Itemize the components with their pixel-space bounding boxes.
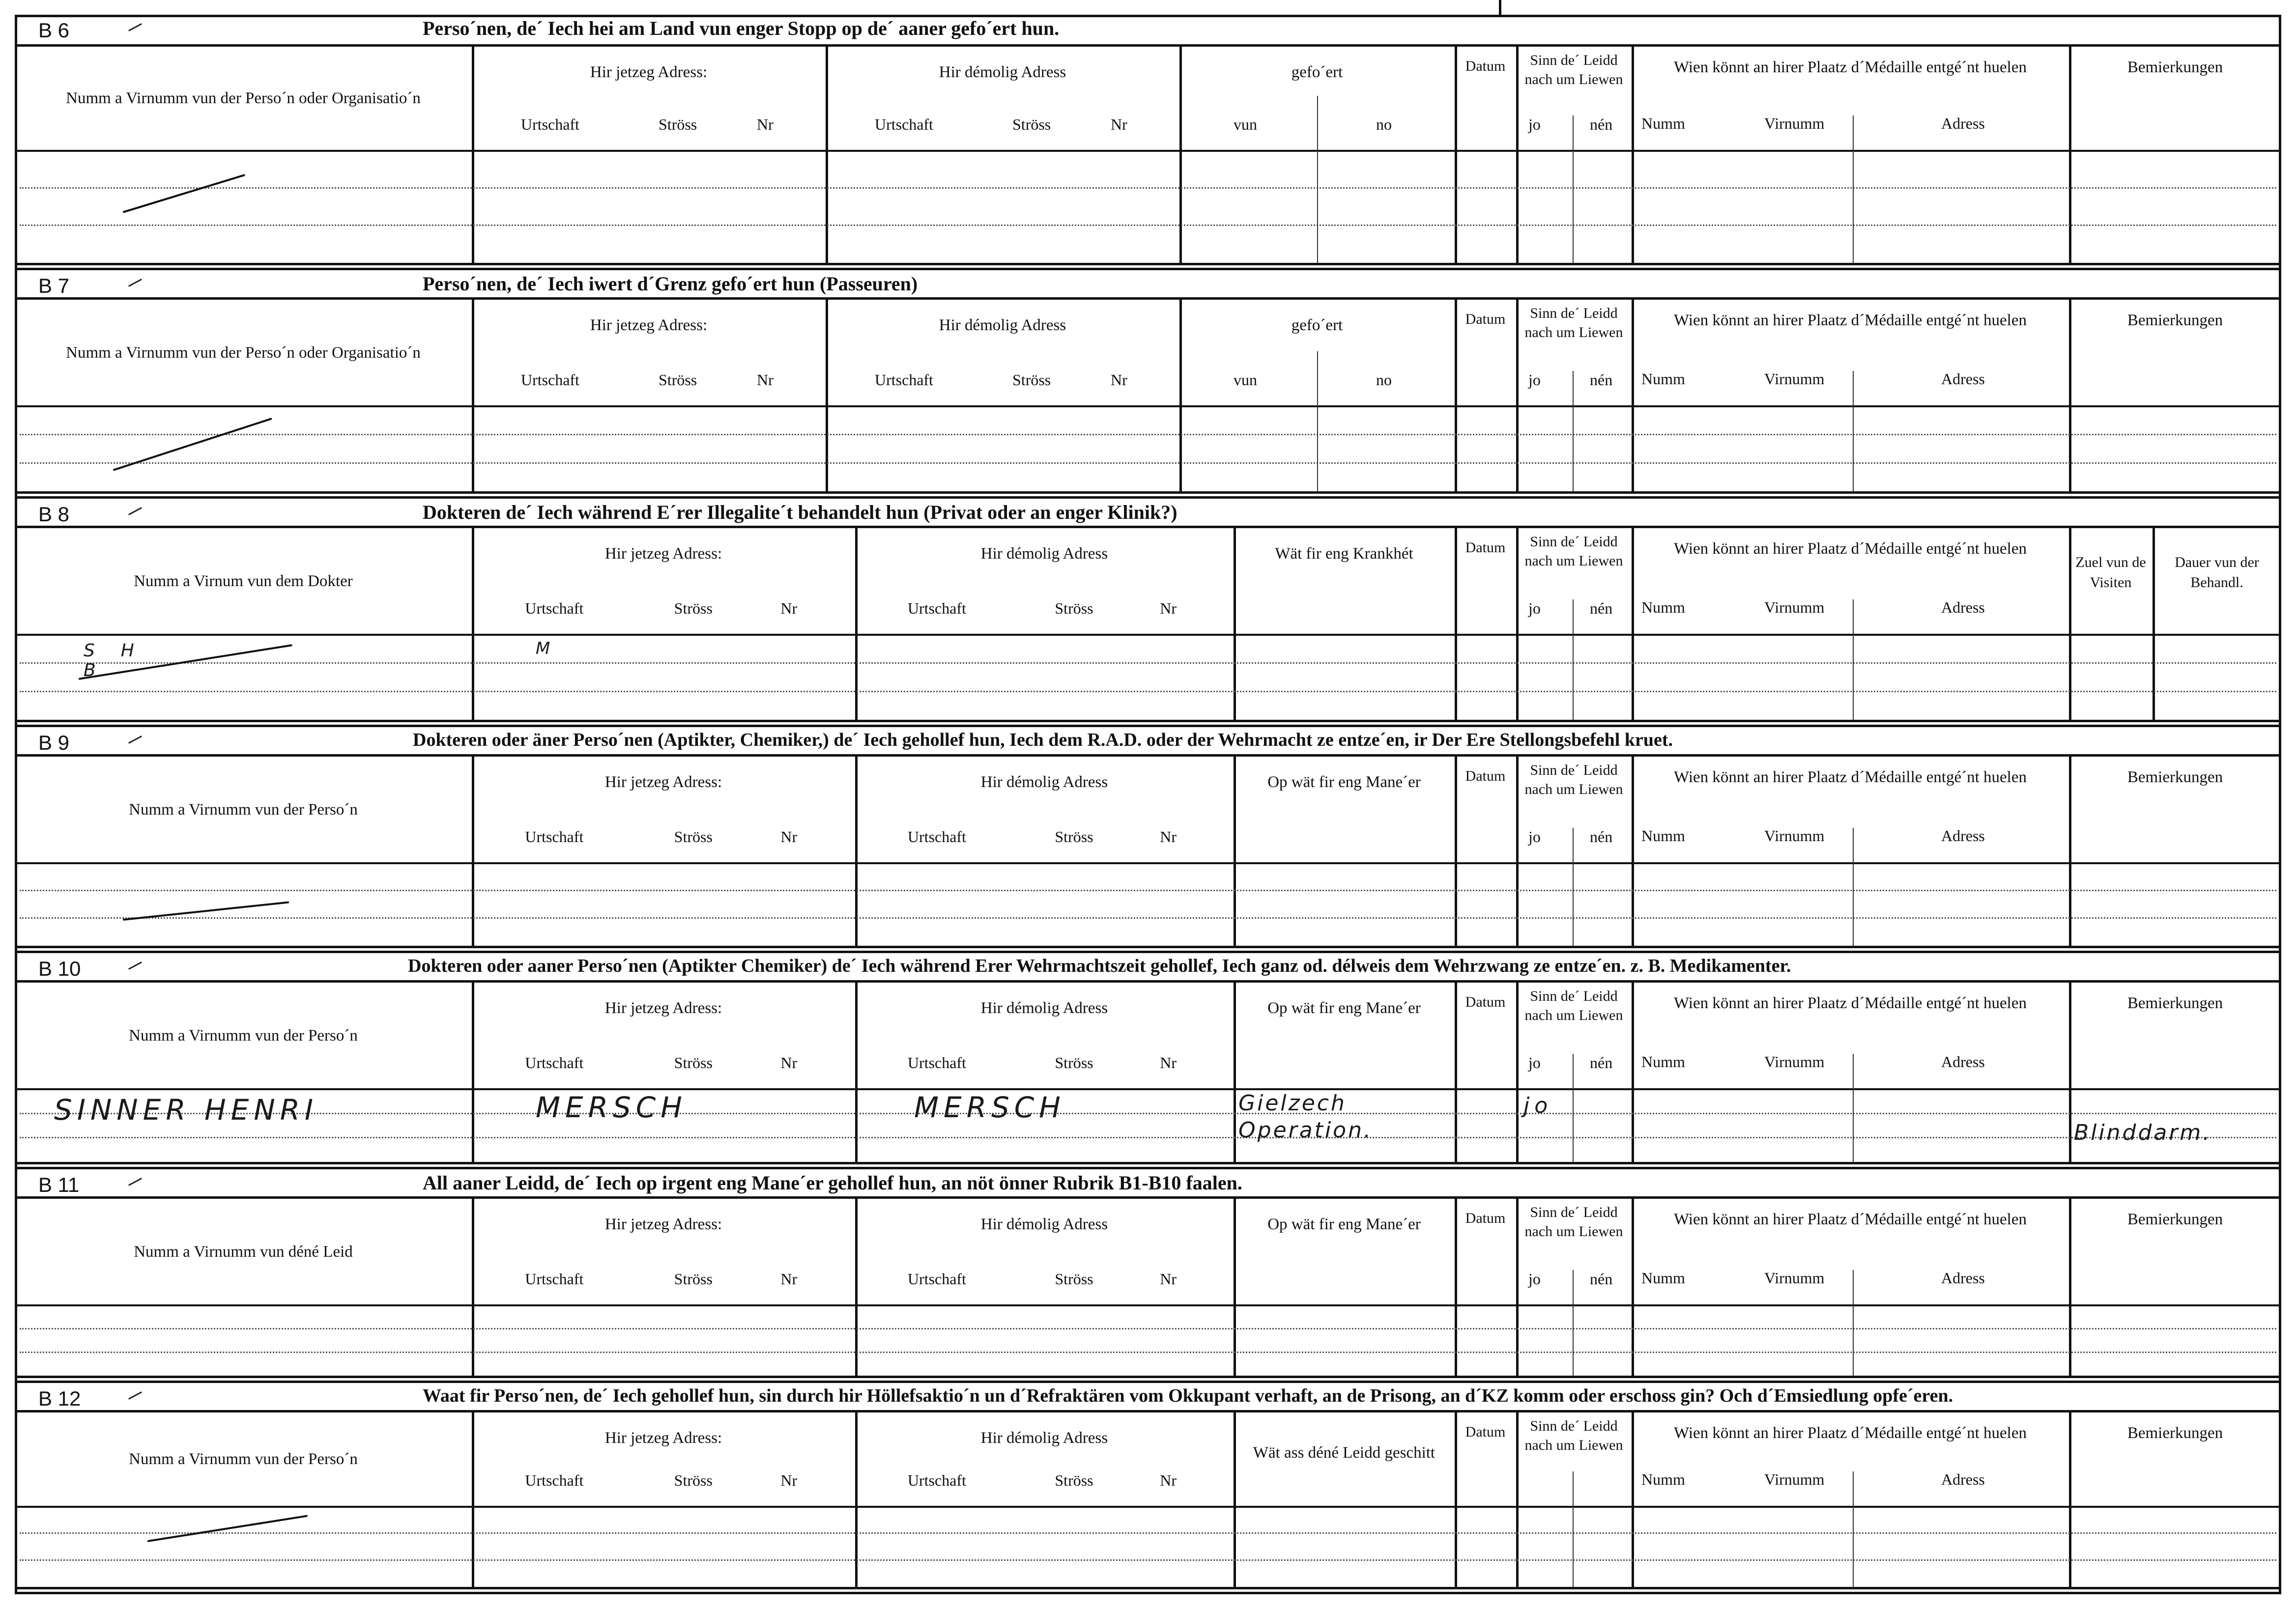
alive-column-header: Sinn de´ Leidd nach um Liewen bbox=[1524, 1204, 1623, 1240]
medal-sub-adress: Adress bbox=[1941, 1470, 1985, 1488]
section-title: Waat fir Perso´nen, de´ Iech gehollef hun, sin durch hir Höllefsaktio´n un d´Refraktären vom Okkupant verhaft, an de Prisong, an d´KZ komm oder erschoss gin? Och d´Emsiedlung opfe´eren. bbox=[423, 1385, 1953, 1406]
section-code: B 10 bbox=[38, 957, 81, 980]
remarks-column-header: Bemierkungen bbox=[2127, 1424, 2223, 1442]
address-sub-2: Nr bbox=[757, 371, 774, 389]
former-sub-1: Ströss bbox=[1012, 371, 1051, 389]
former-sub-0: Urtschaft bbox=[907, 599, 966, 617]
former-sub-0: Urtschaft bbox=[907, 828, 966, 846]
section-code: B 11 bbox=[38, 1173, 80, 1196]
handwritten-alive: jo bbox=[1523, 1093, 1553, 1118]
tick-mark bbox=[128, 1391, 142, 1400]
medal-column-header: Wien könnt an hirer Plaatz d´Médaille entgé´nt huelen bbox=[1674, 994, 2027, 1012]
former-address-header: Hir démolig Adress bbox=[939, 63, 1066, 81]
border-bottom bbox=[15, 1592, 2281, 1594]
header-separator bbox=[15, 150, 2281, 152]
handwritten-manner-1: Gielzech bbox=[1238, 1091, 1347, 1116]
former-sub-2: Nr bbox=[1160, 828, 1177, 846]
dotted-line bbox=[20, 691, 2276, 692]
medal-sub-adress: Adress bbox=[1941, 114, 1985, 132]
former-sub-1: Ströss bbox=[1055, 1270, 1093, 1288]
section-header-3 bbox=[15, 725, 2281, 757]
current-address-header: Hir jetzeg Adress: bbox=[604, 545, 722, 563]
alive-yes: jo bbox=[1528, 828, 1541, 846]
handwritten-current-address: MERSCH bbox=[536, 1091, 687, 1124]
medal-sub-virnumm: Virnumm bbox=[1764, 1053, 1825, 1071]
former-sub-2: Nr bbox=[1160, 1471, 1177, 1489]
alive-no: nén bbox=[1590, 1054, 1613, 1072]
address-sub-0: Urtschaft bbox=[525, 1270, 584, 1288]
alive-divider bbox=[1573, 115, 1574, 263]
former-sub-2: Nr bbox=[1160, 1054, 1177, 1072]
former-sub-1: Ströss bbox=[1055, 1054, 1093, 1072]
section-table-6 bbox=[15, 1410, 2281, 1589]
to-sub: no bbox=[1376, 115, 1392, 133]
handwritten-former-address: MERSCH bbox=[914, 1091, 1065, 1124]
alive-column-header: Sinn de´ Leidd nach um Liewen bbox=[1524, 762, 1623, 797]
extra-column-header: gefo´ert bbox=[1291, 316, 1343, 334]
from-to-divider bbox=[1317, 96, 1318, 263]
medal-sub-virnumm: Virnumm bbox=[1764, 1269, 1825, 1287]
medal-divider bbox=[1853, 1054, 1854, 1162]
extra-column-header: Wät ass déné Leidd geschitt bbox=[1253, 1444, 1435, 1462]
tick-mark bbox=[128, 23, 142, 31]
section-code: B 9 bbox=[38, 731, 70, 754]
former-sub-0: Urtschaft bbox=[875, 115, 934, 133]
page-tick bbox=[1499, 0, 1501, 15]
former-address-header: Hir démolig Adress bbox=[939, 316, 1066, 334]
section-table-3 bbox=[15, 754, 2281, 948]
section-header-4 bbox=[15, 951, 2281, 983]
tick-mark bbox=[128, 961, 142, 970]
name-column-header: Numm a Virnumm vun der Perso´n bbox=[129, 1026, 358, 1044]
address-sub-1: Ströss bbox=[659, 371, 697, 389]
former-address-header: Hir démolig Adress bbox=[980, 1429, 1108, 1447]
tick-mark bbox=[128, 1178, 142, 1186]
address-sub-2: Nr bbox=[757, 115, 774, 133]
current-address-header: Hir jetzeg Adress: bbox=[604, 1215, 722, 1233]
former-sub-0: Urtschaft bbox=[907, 1471, 966, 1489]
medal-column-header: Wien könnt an hirer Plaatz d´Médaille entgé´nt huelen bbox=[1674, 58, 2027, 76]
medal-sub-numm: Numm bbox=[1641, 1470, 1685, 1488]
medal-divider bbox=[1853, 1471, 1854, 1587]
strike-line bbox=[147, 1515, 308, 1542]
alive-no: nén bbox=[1590, 1270, 1613, 1288]
alive-yes: jo bbox=[1528, 1054, 1541, 1072]
extra-column-header: Op wät fir eng Mane´er bbox=[1267, 1215, 1421, 1233]
current-address-header: Hir jetzeg Adress: bbox=[604, 773, 722, 791]
section-header-1 bbox=[15, 268, 2281, 300]
address-sub-0: Urtschaft bbox=[525, 1054, 584, 1072]
medal-sub-numm: Numm bbox=[1641, 1269, 1685, 1287]
section-table-4 bbox=[15, 980, 2281, 1164]
medal-sub-adress: Adress bbox=[1941, 598, 1985, 616]
name-column-header: Numm a Virnumm vun der Perso´n oder Organisatio´n bbox=[66, 343, 421, 362]
date-column-header: Datum bbox=[1465, 311, 1506, 327]
dotted-line bbox=[20, 1328, 2276, 1329]
dotted-line bbox=[20, 662, 2276, 664]
remarks-column-header: Bemierkungen bbox=[2127, 768, 2223, 786]
extra-column-header: gefo´ert bbox=[1291, 63, 1343, 81]
alive-no: nén bbox=[1590, 115, 1613, 133]
name-column-header: Numm a Virnumm vun der Perso´n oder Organisatio´n bbox=[66, 89, 421, 107]
handwritten-name: SINNER HENRI bbox=[54, 1093, 318, 1127]
address-sub-1: Ströss bbox=[674, 1270, 713, 1288]
medal-sub-numm: Numm bbox=[1641, 598, 1685, 616]
header-separator bbox=[15, 1304, 2281, 1306]
address-sub-1: Ströss bbox=[674, 1471, 713, 1489]
header-separator bbox=[15, 405, 2281, 407]
former-sub-0: Urtschaft bbox=[875, 371, 934, 389]
section-code: B 8 bbox=[38, 503, 70, 526]
alive-column-header: Sinn de´ Leidd nach um Liewen bbox=[1524, 988, 1623, 1023]
section-header-0 bbox=[15, 15, 2281, 44]
alive-column-header: Sinn de´ Leidd nach um Liewen bbox=[1524, 1418, 1623, 1453]
handwritten-address: M bbox=[536, 639, 555, 658]
former-address-header: Hir démolig Adress bbox=[980, 545, 1108, 563]
tick-mark bbox=[128, 507, 142, 515]
alive-divider bbox=[1573, 828, 1574, 946]
section-table-1 bbox=[15, 297, 2281, 494]
medal-sub-virnumm: Virnumm bbox=[1764, 1470, 1825, 1488]
date-column-header: Datum bbox=[1465, 768, 1506, 784]
date-column-header: Datum bbox=[1465, 539, 1506, 556]
former-sub-1: Ströss bbox=[1055, 599, 1093, 617]
address-sub-2: Nr bbox=[780, 1054, 798, 1072]
alive-column-header: Sinn de´ Leidd nach um Liewen bbox=[1524, 534, 1623, 569]
address-sub-2: Nr bbox=[780, 599, 798, 617]
alive-divider bbox=[1573, 1270, 1574, 1376]
remarks-column-header: Bemierkungen bbox=[2127, 58, 2223, 76]
from-sub: vun bbox=[1234, 115, 1257, 133]
dotted-line bbox=[20, 434, 2276, 435]
alive-divider bbox=[1573, 1471, 1574, 1587]
column-divider bbox=[1632, 47, 1634, 263]
extra-column-header: Op wät fir eng Mane´er bbox=[1267, 773, 1421, 791]
medal-sub-virnumm: Virnumm bbox=[1764, 370, 1825, 388]
section-code: B 12 bbox=[38, 1387, 81, 1410]
section-title: Dokteren oder aaner Perso´nen (Aptikter Chemiker) de´ Iech während Erer Wehrmachtszeit gehollef, Iech ganz od. délweis dem Wehrzwang ze entze´en. z. B. Medikamenter. bbox=[408, 956, 1791, 976]
former-sub-2: Nr bbox=[1111, 115, 1127, 133]
section-title: Dokteren de´ Iech während E´rer Illegalite´t behandelt hun (Privat oder an enger Klinik?) bbox=[423, 501, 1177, 523]
date-column-header: Datum bbox=[1465, 994, 1506, 1010]
alive-yes: jo bbox=[1528, 599, 1541, 617]
header-separator bbox=[15, 862, 2281, 864]
remarks-column-header: Bemierkungen bbox=[2127, 994, 2223, 1012]
medal-sub-virnumm: Virnumm bbox=[1764, 114, 1825, 132]
dotted-line bbox=[20, 1352, 2276, 1353]
former-sub-0: Urtschaft bbox=[907, 1270, 966, 1288]
medal-sub-numm: Numm bbox=[1641, 114, 1685, 132]
medal-sub-numm: Numm bbox=[1641, 827, 1685, 845]
former-address-header: Hir démolig Adress bbox=[980, 999, 1108, 1017]
former-sub-2: Nr bbox=[1160, 1270, 1177, 1288]
former-sub-2: Nr bbox=[1160, 599, 1177, 617]
medal-sub-numm: Numm bbox=[1641, 1053, 1685, 1071]
dotted-line bbox=[20, 187, 2276, 189]
remarks-column-header: Bemierkungen bbox=[2127, 311, 2223, 329]
name-column-header: Numm a Virnum vun dem Dokter bbox=[134, 572, 353, 590]
medal-sub-adress: Adress bbox=[1941, 370, 1985, 388]
address-sub-1: Ströss bbox=[674, 599, 713, 617]
dotted-line bbox=[20, 1532, 2276, 1534]
address-sub-2: Nr bbox=[780, 1471, 798, 1489]
current-address-header: Hir jetzeg Adress: bbox=[590, 63, 708, 81]
medal-divider bbox=[1853, 599, 1854, 720]
dotted-line bbox=[20, 1137, 2276, 1138]
address-sub-2: Nr bbox=[780, 828, 798, 846]
name-column-header: Numm a Virnumm vun déné Leid bbox=[134, 1242, 353, 1261]
address-sub-0: Urtschaft bbox=[521, 371, 580, 389]
address-sub-0: Urtschaft bbox=[521, 115, 580, 133]
medal-sub-adress: Adress bbox=[1941, 827, 1985, 845]
address-sub-0: Urtschaft bbox=[525, 1471, 584, 1489]
alive-column-header: Sinn de´ Leidd nach um Liewen bbox=[1524, 305, 1623, 340]
alive-no: nén bbox=[1590, 599, 1613, 617]
alive-yes: jo bbox=[1528, 115, 1541, 133]
date-column-header: Datum bbox=[1465, 1424, 1506, 1440]
column-divider bbox=[1455, 47, 1457, 263]
current-address-header: Hir jetzeg Adress: bbox=[604, 1429, 722, 1447]
name-column-header: Numm a Virnumm vun der Perso´n bbox=[129, 800, 358, 819]
tick-mark bbox=[128, 279, 142, 287]
strike-line bbox=[122, 174, 245, 213]
medal-column-header: Wien könnt an hirer Plaatz d´Médaille entgé´nt huelen bbox=[1674, 1424, 2027, 1442]
address-sub-1: Ströss bbox=[659, 115, 697, 133]
medal-column-header: Wien könnt an hirer Plaatz d´Médaille entgé´nt huelen bbox=[1674, 768, 2027, 786]
former-address-header: Hir démolig Adress bbox=[980, 1215, 1108, 1233]
alive-no: nén bbox=[1590, 828, 1613, 846]
dotted-line bbox=[20, 1559, 2276, 1561]
medal-column-header: Wien könnt an hirer Plaatz d´Médaille entgé´nt huelen bbox=[1674, 540, 2027, 558]
dotted-line bbox=[20, 917, 2276, 919]
section-header-2 bbox=[15, 496, 2281, 528]
medal-divider bbox=[1853, 1270, 1854, 1376]
section-header-6 bbox=[15, 1381, 2281, 1412]
medal-divider bbox=[1853, 115, 1854, 263]
address-sub-0: Urtschaft bbox=[525, 599, 584, 617]
section-table-2 bbox=[15, 526, 2281, 722]
date-column-header: Datum bbox=[1465, 1210, 1506, 1226]
address-sub-2: Nr bbox=[780, 1270, 798, 1288]
dotted-line bbox=[20, 225, 2276, 226]
section-table-0 bbox=[15, 44, 2281, 265]
duration-column-header: Dauer vun der Behandl. bbox=[2175, 554, 2259, 591]
visits-column-header: Zuel vun de Visiten bbox=[2075, 554, 2146, 591]
column-divider bbox=[2069, 47, 2071, 263]
current-address-header: Hir jetzeg Adress: bbox=[590, 316, 708, 334]
alive-column-header: Sinn de´ Leidd nach um Liewen bbox=[1524, 52, 1623, 87]
section-title: Dokteren oder äner Perso´nen (Aptikter, Chemiker,) de´ Iech gehollef hun, Iech dem R.A.D. oder der Wehrmacht ze entze´en, ir Der Ere Stellongsbefehl kruet. bbox=[413, 730, 1673, 750]
medal-sub-numm: Numm bbox=[1641, 370, 1685, 388]
former-address-header: Hir démolig Adress bbox=[980, 773, 1108, 791]
dotted-line bbox=[20, 890, 2276, 891]
medal-sub-adress: Adress bbox=[1941, 1269, 1985, 1287]
to-sub: no bbox=[1376, 371, 1392, 389]
header-separator bbox=[15, 1088, 2281, 1090]
section-header-5 bbox=[15, 1167, 2281, 1199]
medal-divider bbox=[1853, 828, 1854, 946]
date-column-header: Datum bbox=[1465, 58, 1506, 74]
section-title: Perso´nen, de´ Iech iwert d´Grenz gefo´ert hun (Passeuren) bbox=[423, 273, 918, 295]
tick-mark bbox=[128, 735, 142, 744]
medal-sub-adress: Adress bbox=[1941, 1053, 1985, 1071]
medal-divider bbox=[1853, 371, 1854, 491]
handwritten-initials: S H B bbox=[84, 641, 139, 680]
alive-no: nén bbox=[1590, 371, 1613, 389]
alive-divider bbox=[1573, 599, 1574, 720]
section-title: All aaner Leidd, de´ Iech op irgent eng Mane´er gehollef hun, an nöt önner Rubrik B1-B10 faalen. bbox=[423, 1172, 1242, 1194]
alive-yes: jo bbox=[1528, 371, 1541, 389]
name-column-header: Numm a Virnumm vun der Perso´n bbox=[129, 1450, 358, 1468]
former-sub-1: Ströss bbox=[1012, 115, 1051, 133]
from-sub: vun bbox=[1234, 371, 1257, 389]
former-sub-2: Nr bbox=[1111, 371, 1127, 389]
handwritten-manner-2: Operation. bbox=[1238, 1118, 1373, 1143]
former-sub-1: Ströss bbox=[1055, 1471, 1093, 1489]
alive-divider bbox=[1573, 371, 1574, 491]
remarks-column-header: Bemierkungen bbox=[2127, 1211, 2223, 1228]
former-sub-1: Ströss bbox=[1055, 828, 1093, 846]
handwritten-remarks: Blinddarm. bbox=[2074, 1120, 2212, 1145]
medal-column-header: Wien könnt an hirer Plaatz d´Médaille entgé´nt huelen bbox=[1674, 311, 2027, 329]
extra-column-header: Wät fir eng Krankhét bbox=[1275, 545, 1413, 563]
dotted-line bbox=[20, 1113, 2276, 1114]
current-address-header: Hir jetzeg Adress: bbox=[604, 999, 722, 1017]
address-sub-0: Urtschaft bbox=[525, 828, 584, 846]
medal-sub-virnumm: Virnumm bbox=[1764, 827, 1825, 845]
section-table-5 bbox=[15, 1196, 2281, 1378]
address-sub-1: Ströss bbox=[674, 1054, 713, 1072]
header-separator bbox=[15, 1506, 2281, 1508]
section-code: B 7 bbox=[38, 274, 70, 297]
former-sub-0: Urtschaft bbox=[907, 1054, 966, 1072]
extra-column-header: Op wät fir eng Mane´er bbox=[1267, 999, 1421, 1017]
section-title: Perso´nen, de´ Iech hei am Land vun enger Stopp op de´ aaner gefo´ert hun. bbox=[423, 17, 1060, 39]
alive-divider bbox=[1573, 1054, 1574, 1162]
address-sub-1: Ströss bbox=[674, 828, 713, 846]
medal-sub-virnumm: Virnumm bbox=[1764, 598, 1825, 616]
alive-yes: jo bbox=[1528, 1270, 1541, 1288]
from-to-divider bbox=[1317, 351, 1318, 491]
dotted-line bbox=[20, 462, 2276, 464]
header-separator bbox=[15, 634, 2281, 636]
section-code: B 6 bbox=[38, 19, 70, 42]
medal-column-header: Wien könnt an hirer Plaatz d´Médaille entgé´nt huelen bbox=[1674, 1211, 2027, 1228]
